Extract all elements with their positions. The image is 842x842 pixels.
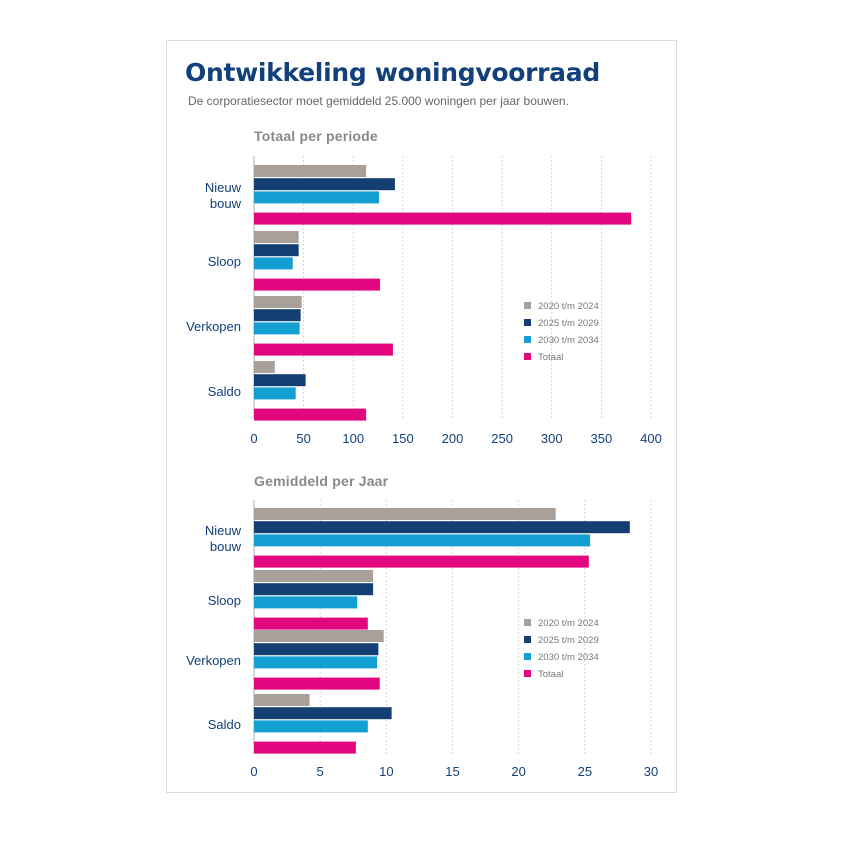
chart-2-bar: [254, 707, 392, 719]
chart-1-bar: [254, 296, 302, 308]
chart-1-bar: [254, 322, 300, 334]
chart-2-legend-swatch: [524, 670, 531, 677]
chart-2-bar: [254, 508, 556, 520]
chart-2-bar: [254, 678, 380, 690]
chart-1-tick-label: 150: [392, 431, 414, 446]
chart-2-category-label: Saldo: [207, 716, 241, 732]
chart-2-tick-label: 20: [511, 764, 526, 779]
chart-2-bar: [254, 596, 357, 608]
chart-1-tick-label: 200: [441, 431, 464, 446]
chart-2-bar: [254, 630, 384, 642]
chart-1-bar: [254, 244, 299, 256]
chart-2-category-label: Sloop: [207, 592, 241, 608]
chart-2-tick-label: 25: [577, 764, 593, 779]
chart-2-tick-label: 5: [316, 764, 324, 779]
chart-1-tick-label: 400: [640, 431, 662, 446]
chart-2-bar: [254, 656, 377, 668]
chart-2-bar: [254, 720, 368, 732]
chart-1-legend-label: 2025 t/m 2029: [538, 318, 599, 329]
chart-2-title: Gemiddeld per Jaar: [254, 473, 389, 489]
chart-1-bar: [254, 344, 393, 356]
chart-2-tick-label: 30: [643, 764, 659, 779]
chart-2-category-label: bouw: [209, 538, 241, 554]
chart-2-bar: [254, 643, 378, 655]
chart-1-bar: [254, 178, 395, 190]
chart-1-tick-label: 350: [590, 431, 613, 446]
chart-1-bar: [254, 213, 631, 225]
chart-2-bar: [254, 521, 630, 533]
chart-2-legend-label: 2025 t/m 2029: [538, 635, 599, 646]
chart-1-bar: [254, 279, 380, 291]
chart-2-tick-label: 15: [445, 764, 460, 779]
chart-2-tick-label: 0: [250, 764, 258, 779]
chart-1-legend-swatch: [524, 353, 531, 360]
chart-1-legend-label: 2020 t/m 2024: [538, 301, 599, 312]
chart-2-bar: [254, 618, 368, 630]
chart-1-title: Totaal per periode: [254, 128, 378, 144]
chart-1-tick-label: 50: [296, 431, 311, 446]
chart-2-tick-label: 10: [379, 764, 394, 779]
chart-1-category-label: bouw: [209, 195, 241, 211]
chart-1-bar: [254, 361, 275, 373]
chart-2-category-label: Nieuw: [204, 522, 241, 538]
chart-1-legend-swatch: [524, 319, 531, 326]
chart-2-bar: [254, 556, 589, 568]
chart-1-bar: [254, 409, 366, 421]
chart-1-bar: [254, 165, 366, 177]
chart-1-bar: [254, 231, 299, 243]
chart-1-bar: [254, 387, 296, 399]
chart-2-category-label: Verkopen: [186, 652, 241, 668]
chart-1-bar: [254, 374, 306, 386]
chart-1-category-label: Sloop: [207, 253, 241, 269]
chart-1-tick-label: 300: [540, 431, 563, 446]
chart-1-legend-swatch: [524, 302, 531, 309]
chart-1-legend-swatch: [524, 336, 531, 343]
chart-2-legend-swatch: [524, 636, 531, 643]
chart-2-bar: [254, 742, 356, 754]
chart-2-legend-label: 2030 t/m 2034: [538, 652, 599, 663]
chart-2-bar: [254, 583, 373, 595]
chart-2-bar: [254, 534, 590, 546]
chart-1-tick-label: 0: [250, 431, 258, 446]
chart-2-legend-swatch: [524, 653, 531, 660]
chart-1-category-label: Verkopen: [186, 318, 241, 334]
chart-1-bar: [254, 257, 293, 269]
chart-2-bar: [254, 570, 373, 582]
chart-1-tick-label: 100: [342, 431, 365, 446]
chart-1-bar: [254, 191, 379, 203]
chart-1-bar: [254, 309, 301, 321]
chart-2-legend-label: 2020 t/m 2024: [538, 618, 599, 629]
chart-1-legend-label: Totaal: [538, 352, 564, 363]
chart-1-legend-label: 2030 t/m 2034: [538, 335, 599, 346]
chart-2-legend-swatch: [524, 619, 531, 626]
chart-2-bar: [254, 694, 310, 706]
chart-1-category-label: Saldo: [207, 383, 241, 399]
chart-1-category-label: Nieuw: [204, 179, 241, 195]
chart-1-tick-label: 250: [491, 431, 513, 446]
page-subtitle: De corporatiesector moet gemiddeld 25.000 woningen per jaar bouwen.: [188, 94, 569, 108]
chart-2-legend-label: Totaal: [538, 669, 564, 680]
page-title: Ontwikkeling woningvoorraad: [185, 58, 600, 87]
